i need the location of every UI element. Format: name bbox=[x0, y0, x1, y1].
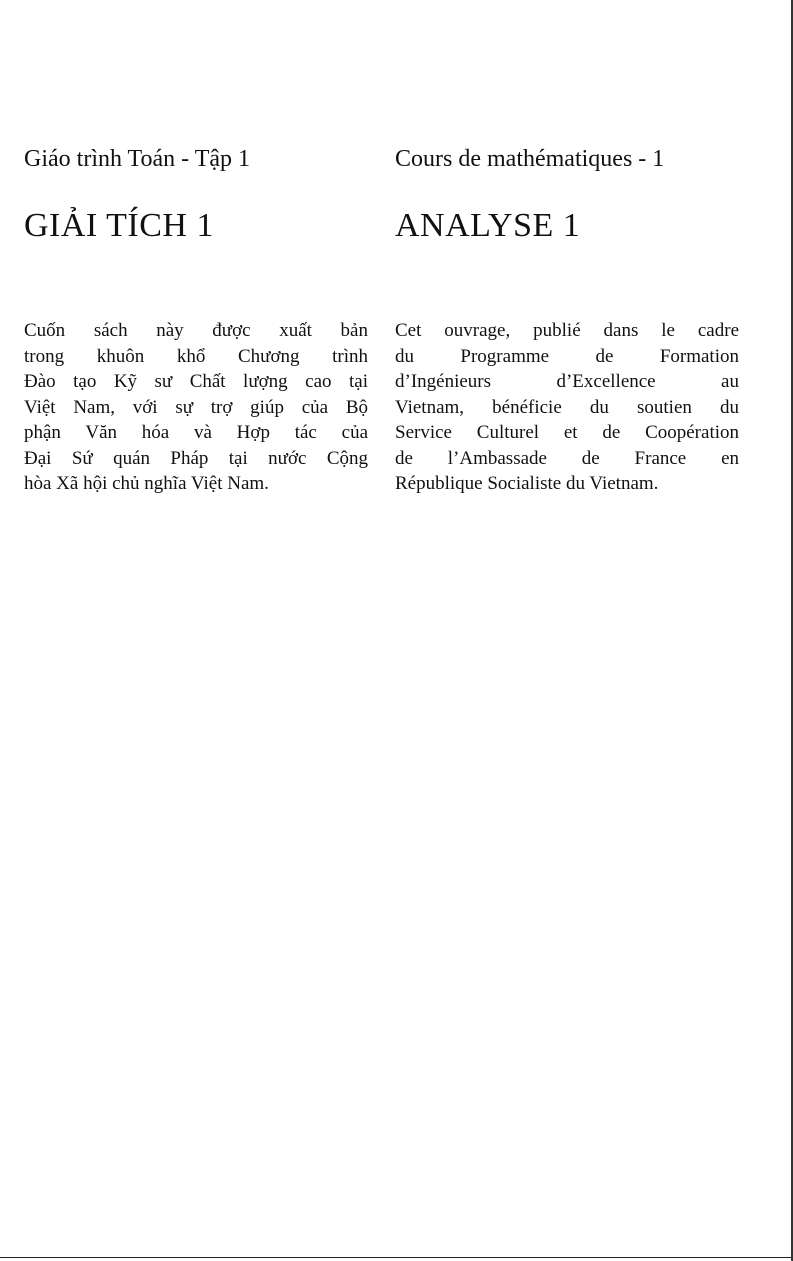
book-title-vietnamese: GIẢI TÍCH 1 bbox=[24, 207, 214, 244]
description-paragraph-vietnamese bbox=[24, 318, 368, 497]
paragraph-line: d’Ingénieurs d’Excellence au bbox=[395, 371, 739, 392]
book-title-french: ANALYSE 1 bbox=[395, 207, 581, 244]
paragraph-line: Vietnam, bénéficie du soutien du bbox=[395, 396, 739, 418]
description-paragraph-french bbox=[395, 318, 739, 497]
paragraph-line: du Programme de Formation bbox=[395, 345, 739, 367]
paragraph-line: Việt Nam, với sự trợ giúp của Bộ bbox=[24, 396, 368, 418]
paragraph-line: trong khuôn khổ Chương trình bbox=[24, 345, 368, 367]
paragraph-line: Đào tạo Kỹ sư Chất lượng cao tại bbox=[24, 371, 368, 392]
paragraph-line: phận Văn hóa và Hợp tác của bbox=[24, 422, 368, 443]
paragraph-line: Service Culturel et de Coopération bbox=[395, 422, 739, 443]
paragraph-line: Cuốn sách này được xuất bản bbox=[24, 320, 368, 341]
paragraph-line: Cet ouvrage, publié dans le cadre bbox=[395, 320, 739, 341]
page-bottom-edge bbox=[0, 1257, 793, 1258]
paragraph-line: de l’Ambassade de France en bbox=[395, 447, 739, 469]
paragraph-line: République Socialiste du Vietnam. bbox=[395, 473, 659, 494]
paragraph-line: hòa Xã hội chủ nghĩa Việt Nam. bbox=[24, 473, 269, 494]
series-title-french: Cours de mathématiques - 1 bbox=[395, 146, 665, 172]
paragraph-line: Đại Sứ quán Pháp tại nước Cộng bbox=[24, 447, 368, 469]
series-title-vietnamese: Giáo trình Toán - Tập 1 bbox=[24, 146, 251, 172]
